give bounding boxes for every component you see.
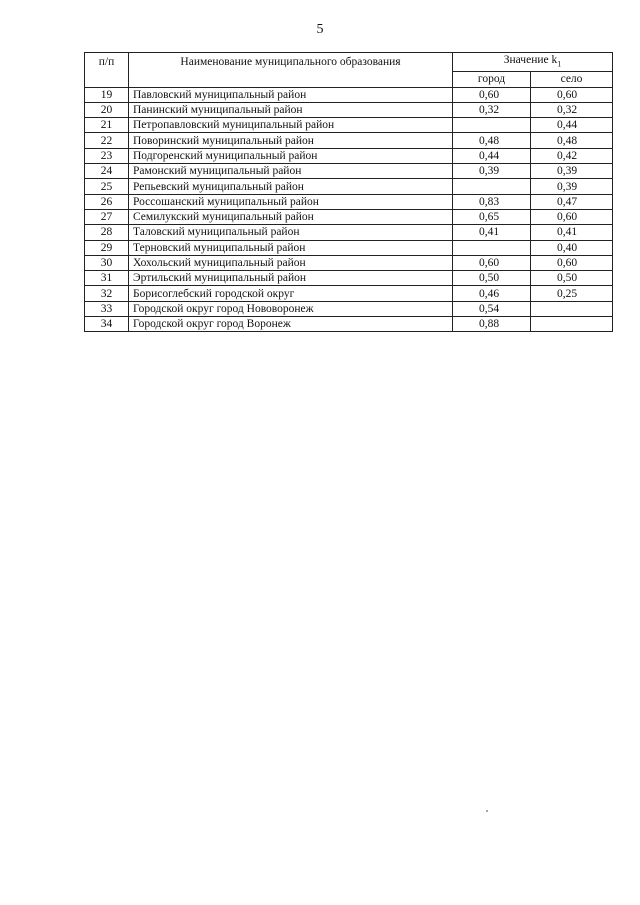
value-city: 0,60 [453, 255, 531, 270]
value-city [453, 118, 531, 133]
value-city: 0,83 [453, 194, 531, 209]
value-city: 0,54 [453, 301, 531, 316]
municipality-name: Семилукский муниципальный район [129, 209, 453, 224]
row-number: 32 [85, 286, 129, 301]
value-header-label: Значение k [503, 54, 558, 66]
value-village: 0,48 [531, 133, 613, 148]
table-row [85, 225, 613, 240]
value-city: 0,39 [453, 164, 531, 179]
table-row [85, 148, 613, 163]
row-number: 34 [85, 317, 129, 332]
row-number: 23 [85, 148, 129, 163]
value-city: 0,48 [453, 133, 531, 148]
municipality-name: Россошанский муниципальный район [129, 194, 453, 209]
row-number: 20 [85, 102, 129, 117]
value-village [531, 317, 613, 332]
municipality-name: Городской округ город Воронеж [129, 317, 453, 332]
table-row [85, 286, 613, 301]
column-header-value [453, 53, 613, 72]
value-village: 0,60 [531, 255, 613, 270]
value-village: 0,60 [531, 209, 613, 224]
value-village: 0,40 [531, 240, 613, 255]
value-city: 0,32 [453, 102, 531, 117]
value-village: 0,39 [531, 179, 613, 194]
row-number: 33 [85, 301, 129, 316]
value-village: 0,39 [531, 164, 613, 179]
value-header-subscript: 1 [557, 59, 562, 69]
row-number: 25 [85, 179, 129, 194]
table-header-row [85, 53, 613, 72]
value-city: 0,50 [453, 271, 531, 286]
municipality-name: Городской округ город Нововоронеж [129, 301, 453, 316]
table-row [85, 209, 613, 224]
table-row [85, 118, 613, 133]
table-row [85, 271, 613, 286]
value-village: 0,42 [531, 148, 613, 163]
table-row [85, 133, 613, 148]
column-header-city: город [453, 72, 531, 87]
municipality-name: Таловский муниципальный район [129, 225, 453, 240]
value-village: 0,50 [531, 271, 613, 286]
row-number: 27 [85, 209, 129, 224]
table-row [85, 102, 613, 117]
table-row [85, 194, 613, 209]
row-number: 28 [85, 225, 129, 240]
scan-speck [486, 810, 488, 812]
municipality-name: Поворинский муниципальный район [129, 133, 453, 148]
value-village: 0,60 [531, 87, 613, 102]
value-city: 0,46 [453, 286, 531, 301]
value-village: 0,47 [531, 194, 613, 209]
row-number: 30 [85, 255, 129, 270]
row-number: 31 [85, 271, 129, 286]
row-number: 19 [85, 87, 129, 102]
municipality-name: Панинский муниципальный район [129, 102, 453, 117]
column-header-village: село [531, 72, 613, 87]
municipality-name: Павловский муниципальный район [129, 87, 453, 102]
page-number: 5 [316, 22, 324, 37]
row-number: 22 [85, 133, 129, 148]
column-header-number: п/п [85, 53, 129, 88]
value-city [453, 179, 531, 194]
municipality-name: Хохольский муниципальный район [129, 255, 453, 270]
table-row [85, 240, 613, 255]
table-row [85, 87, 613, 102]
table-row [85, 255, 613, 270]
municipality-name: Репьевский муниципальный район [129, 179, 453, 194]
value-village: 0,41 [531, 225, 613, 240]
table-row [85, 317, 613, 332]
column-header-name: Наименование муниципального образования [129, 53, 453, 88]
row-number: 21 [85, 118, 129, 133]
row-number: 24 [85, 164, 129, 179]
row-number: 26 [85, 194, 129, 209]
value-city: 0,88 [453, 317, 531, 332]
municipality-name: Борисоглебский городской округ [129, 286, 453, 301]
municipality-name: Эртильский муниципальный район [129, 271, 453, 286]
value-city: 0,65 [453, 209, 531, 224]
value-village: 0,32 [531, 102, 613, 117]
value-village [531, 301, 613, 316]
value-city: 0,60 [453, 87, 531, 102]
coefficient-table [84, 52, 613, 332]
municipality-name: Подгоренский муниципальный район [129, 148, 453, 163]
table-body [85, 87, 613, 332]
municipality-name: Петропавловский муниципальный район [129, 118, 453, 133]
row-number: 29 [85, 240, 129, 255]
value-village: 0,25 [531, 286, 613, 301]
table-row [85, 179, 613, 194]
municipality-name: Рамонский муниципальный район [129, 164, 453, 179]
municipality-name: Терновский муниципальный район [129, 240, 453, 255]
value-village: 0,44 [531, 118, 613, 133]
value-city: 0,41 [453, 225, 531, 240]
value-city: 0,44 [453, 148, 531, 163]
table-row [85, 164, 613, 179]
table-row [85, 301, 613, 316]
value-city [453, 240, 531, 255]
